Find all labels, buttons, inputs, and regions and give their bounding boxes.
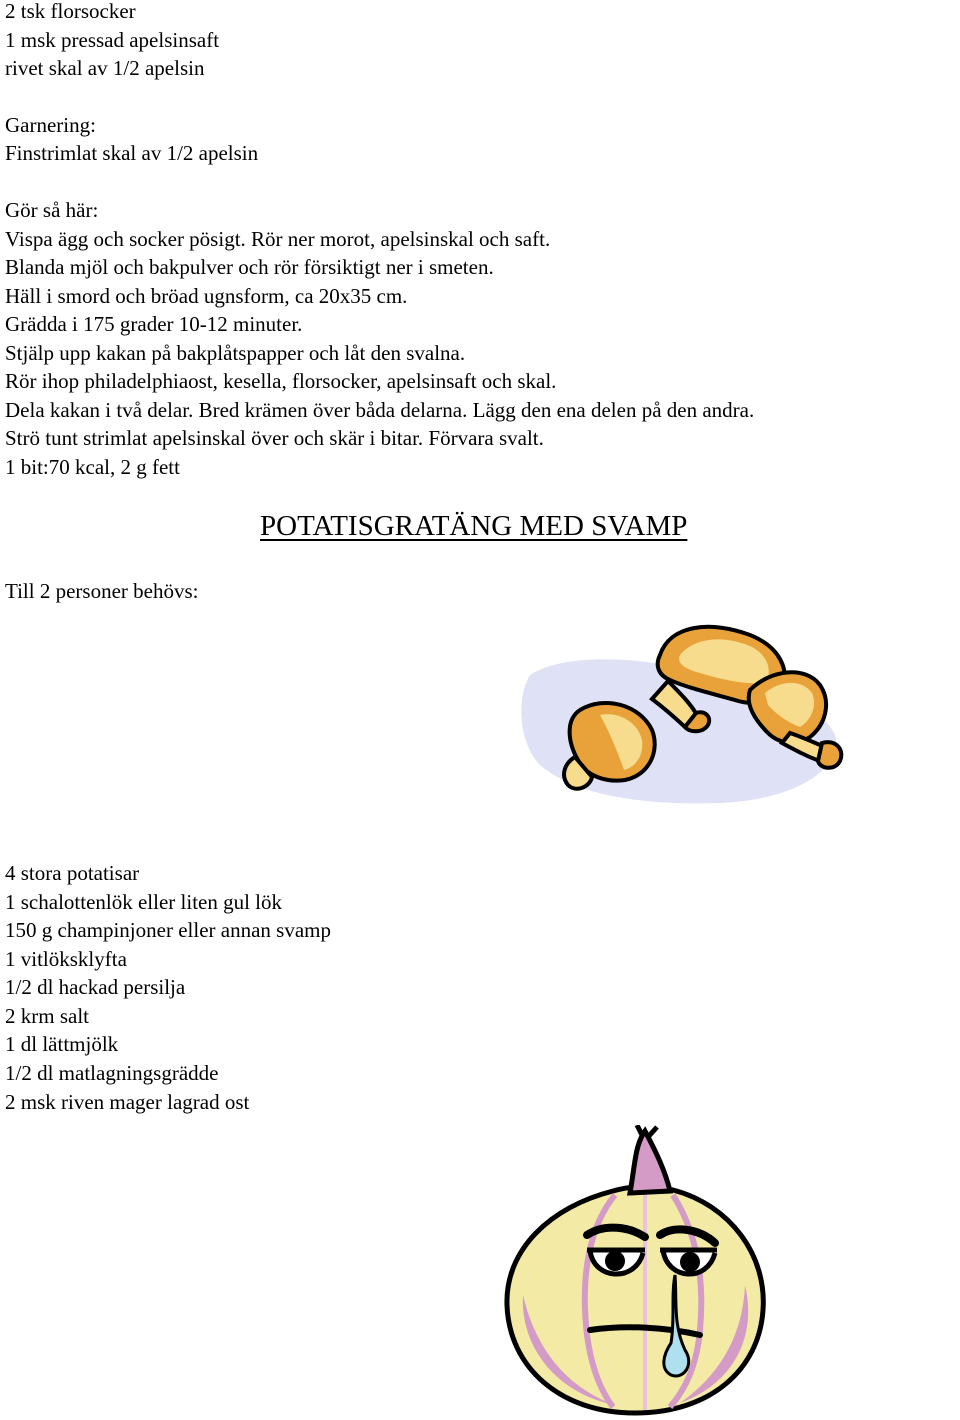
ingredient-line: 2 msk riven mager lagrad ost bbox=[5, 1090, 250, 1114]
method-heading: Gör så här: bbox=[5, 198, 99, 222]
method-line: Häll i smord och bröad ugnsform, ca 20x35 cm. bbox=[5, 284, 408, 308]
ingredient-line: 1/2 dl matlagningsgrädde bbox=[5, 1061, 219, 1085]
method-line: Rör ihop philadelphiaost, kesella, florsocker, apelsinsaft och skal. bbox=[5, 369, 557, 393]
ingredient-line: 2 krm salt bbox=[5, 1004, 89, 1028]
ingredient-line: 150 g champinjoner eller annan svamp bbox=[5, 918, 331, 942]
method-line: Grädda i 175 grader 10-12 minuter. bbox=[5, 312, 303, 336]
ingredient-line: 1/2 dl hackad persilja bbox=[5, 975, 186, 999]
method-line: Blanda mjöl och bakpulver och rör försiktigt ner i smeten. bbox=[5, 255, 494, 279]
method-line: Dela kakan i två delar. Bred krämen över båda delarna. Lägg den ena delen på den andra. bbox=[5, 398, 755, 422]
method-line: Stjälp upp kakan på bakplåtspapper och låt den svalna. bbox=[5, 341, 466, 365]
method-line: Strö tunt strimlat apelsinskal över och skär i bitar. Förvara svalt. bbox=[5, 426, 544, 450]
ingredient-line: 1 schalottenlök eller liten gul lök bbox=[5, 890, 283, 914]
ingredient-line: 4 stora potatisar bbox=[5, 861, 140, 885]
ingredient-line: rivet skal av 1/2 apelsin bbox=[5, 56, 205, 80]
mushrooms-clipart-icon bbox=[520, 615, 850, 810]
ingredient-line: 1 vitlöksklyfta bbox=[5, 947, 127, 971]
garnish-heading: Garnering: bbox=[5, 113, 96, 137]
recipe-title: POTATISGRATÄNG MED SVAMP bbox=[260, 510, 688, 542]
ingredient-line: 2 tsk florsocker bbox=[5, 0, 136, 23]
ingredient-line: 1 dl lättmjölk bbox=[5, 1032, 119, 1056]
nutrition-line: 1 bit:70 kcal, 2 g fett bbox=[5, 455, 180, 479]
servings-line: Till 2 personer behövs: bbox=[5, 579, 199, 603]
method-line: Vispa ägg och socker pösigt. Rör ner morot, apelsinskal och saft. bbox=[5, 227, 551, 251]
garnish-line: Finstrimlat skal av 1/2 apelsin bbox=[5, 141, 259, 165]
ingredient-line: 1 msk pressad apelsinsaft bbox=[5, 28, 220, 52]
crying-onion-clipart-icon bbox=[495, 1125, 775, 1417]
